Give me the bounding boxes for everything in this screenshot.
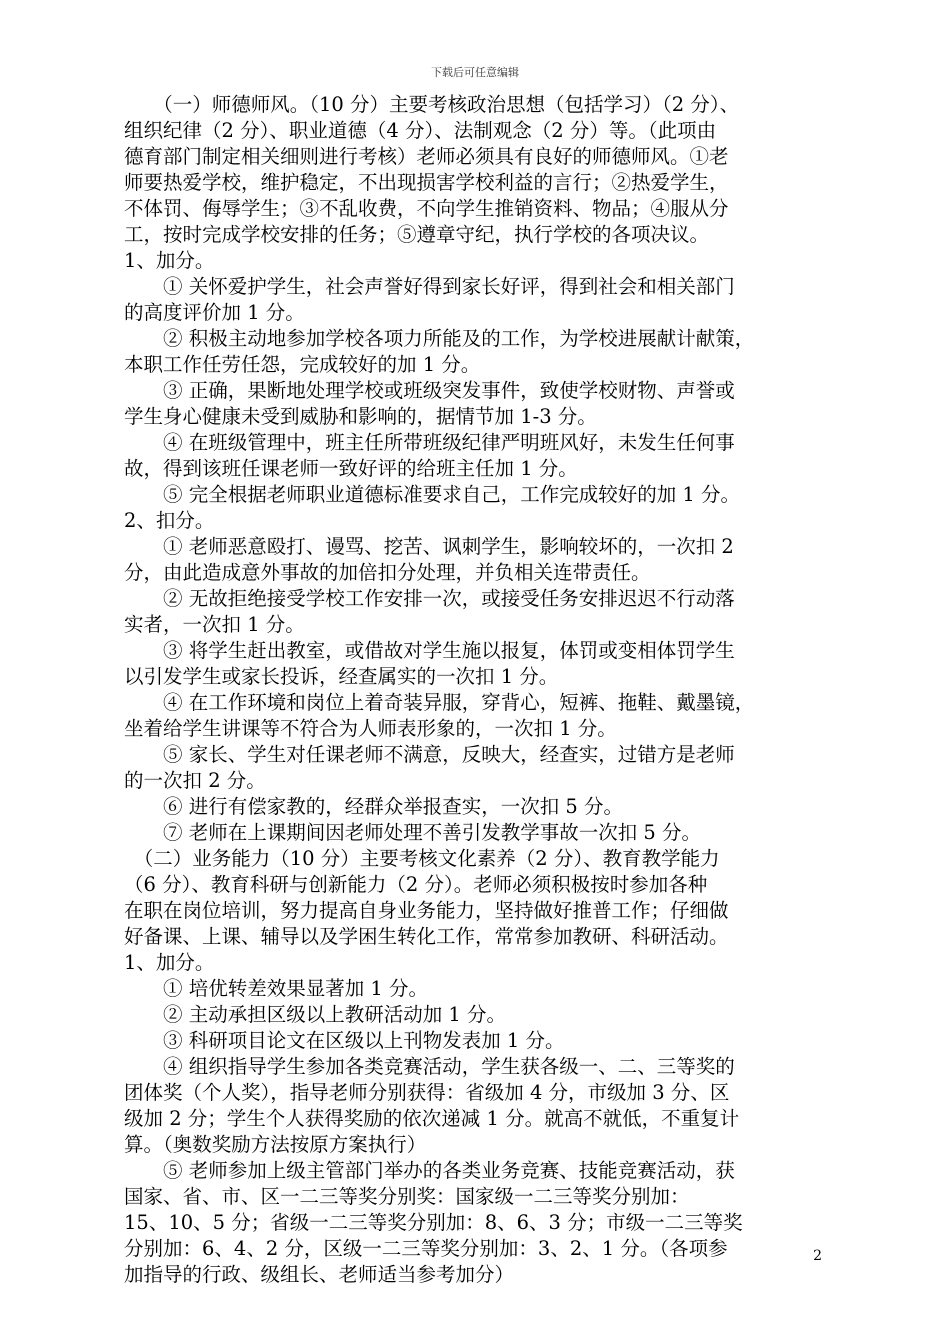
text-line: 故，得到该班任课老师一致好评的给班主任加 1 分。 — [124, 457, 578, 480]
text-line: 师要热爱学校，维护稳定，不出现损害学校利益的言行；②热爱学生， — [124, 171, 729, 194]
text-line: ③ 科研项目论文在区级以上刊物发表加 1 分。 — [124, 1029, 565, 1052]
text-line: ① 老师恶意殴打、谩骂、挖苦、讽刺学生，影响较坏的，一次扣 2 — [124, 535, 734, 558]
text-line: 组织纪律（2 分）、职业道德（4 分）、法制观念（2 分）等。（此项由 — [124, 119, 717, 142]
text-line: ④ 在班级管理中，班主任所带班级纪律严明班风好，未发生任何事 — [124, 431, 735, 454]
text-line: 2、扣分。 — [124, 509, 215, 532]
text-line: ③ 将学生赶出教室，或借故对学生施以报复，体罚或变相体罚学生 — [124, 639, 735, 662]
text-line: 分，由此造成意外事故的加倍扣分处理，并负相关连带责任。 — [124, 561, 651, 584]
text-line: 加指导的行政、级组长、老师适当参考加分） — [124, 1263, 515, 1286]
text-line: ⑤ 完全根据老师职业道德标准要求自己，工作完成较好的加 1 分。 — [124, 483, 741, 506]
text-line: ③ 正确，果断地处理学校或班级突发事件，致使学校财物、声誉或 — [124, 379, 735, 402]
text-line: ⑤ 老师参加上级主管部门举办的各类业务竞赛、技能竞赛活动，获 — [124, 1159, 735, 1182]
text-line: 工，按时完成学校安排的任务；⑤遵章守纪，执行学校的各项决议。 — [124, 223, 710, 246]
text-line: ② 无故拒绝接受学校工作安排一次，或接受任务安排迟迟不行动落 — [124, 587, 735, 610]
text-line: ① 培优转差效果显著加 1 分。 — [124, 977, 429, 1000]
text-line: ⑥ 进行有偿家教的，经群众举报查实，一次扣 5 分。 — [124, 795, 624, 818]
text-line: ⑤ 家长、学生对任课老师不满意，反映大，经查实，过错方是老师 — [124, 743, 735, 766]
text-line: （6 分）、教育科研与创新能力（2 分）。老师必须积极按时参加各种 — [124, 873, 708, 896]
text-line: 15、10、5 分；省级一二三等奖分别加：8、6、3 分；市级一二三等奖 — [124, 1211, 743, 1234]
text-line: 团体奖（个人奖），指导老师分别获得：省级加 4 分，市级加 3 分、区 — [124, 1081, 730, 1104]
text-line: 级加 2 分；学生个人获得奖励的依次递减 1 分。就高不就低，不重复计 — [124, 1107, 740, 1130]
text-line: （一）师德师风。（10 分）主要考核政治思想（包括学习）（2 分）、 — [124, 93, 740, 116]
text-line: 的高度评价加 1 分。 — [124, 301, 305, 324]
text-line: ④ 组织指导学生参加各类竞赛活动，学生获各级一、二、三等奖的 — [124, 1055, 735, 1078]
text-line: ② 积极主动地参加学校各项力所能及的工作，为学校进展献计献策， — [124, 327, 755, 350]
text-line: 国家、省、市、区一二三等奖分别奖：国家级一二三等奖分别加： — [124, 1185, 690, 1208]
text-line: 以引发学生或家长投诉，经查属实的一次扣 1 分。 — [124, 665, 559, 688]
document-body — [124, 92, 832, 1288]
text-line: （二）业务能力（10 分）主要考核文化素养（2 分）、教育教学能力 — [124, 847, 720, 870]
text-line: ⑦ 老师在上课期间因老师处理不善引发教学事故一次扣 5 分。 — [124, 821, 702, 844]
text-line: 1、加分。 — [124, 249, 215, 272]
text-line: 坐着给学生讲课等不符合为人师表形象的，一次扣 1 分。 — [124, 717, 617, 740]
text-line: 的一次扣 2 分。 — [124, 769, 266, 792]
text-line: ② 主动承担区级以上教研活动加 1 分。 — [124, 1003, 507, 1026]
text-line: ④ 在工作环境和岗位上着奇装异服，穿背心，短裤、拖鞋、戴墨镜， — [124, 691, 755, 714]
text-line: 算。（奥数奖励方法按原方案执行） — [124, 1133, 427, 1156]
text-line: 1、加分。 — [124, 951, 215, 974]
page-number: 2 — [813, 1248, 822, 1264]
text-line: 学生身心健康未受到威胁和影响的，据情节加 1-3 分。 — [124, 405, 597, 428]
text-line: 德育部门制定相关细则进行考核）老师必须具有良好的师德师风。①老 — [124, 145, 729, 168]
page-header: 下载后可任意编辑 — [431, 66, 519, 79]
text-line: ① 关怀爱护学生，社会声誉好得到家长好评，得到社会和相关部门 — [124, 275, 735, 298]
text-line: 好备课、上课、辅导以及学困生转化工作，常常参加教研、科研活动。 — [124, 925, 729, 948]
text-line: 在职在岗位培训，努力提高自身业务能力，坚持做好推普工作；仔细做 — [124, 899, 729, 922]
text-line: 不体罚、侮辱学生；③不乱收费，不向学生推销资料、物品；④服从分 — [124, 197, 729, 220]
text-line: 分别加：6、4、2 分，区级一二三等奖分别加：3、2、1 分。（各项参 — [124, 1237, 728, 1260]
text-line: 实者，一次扣 1 分。 — [124, 613, 305, 636]
text-line: 本职工作任劳任怨，完成较好的加 1 分。 — [124, 353, 481, 376]
